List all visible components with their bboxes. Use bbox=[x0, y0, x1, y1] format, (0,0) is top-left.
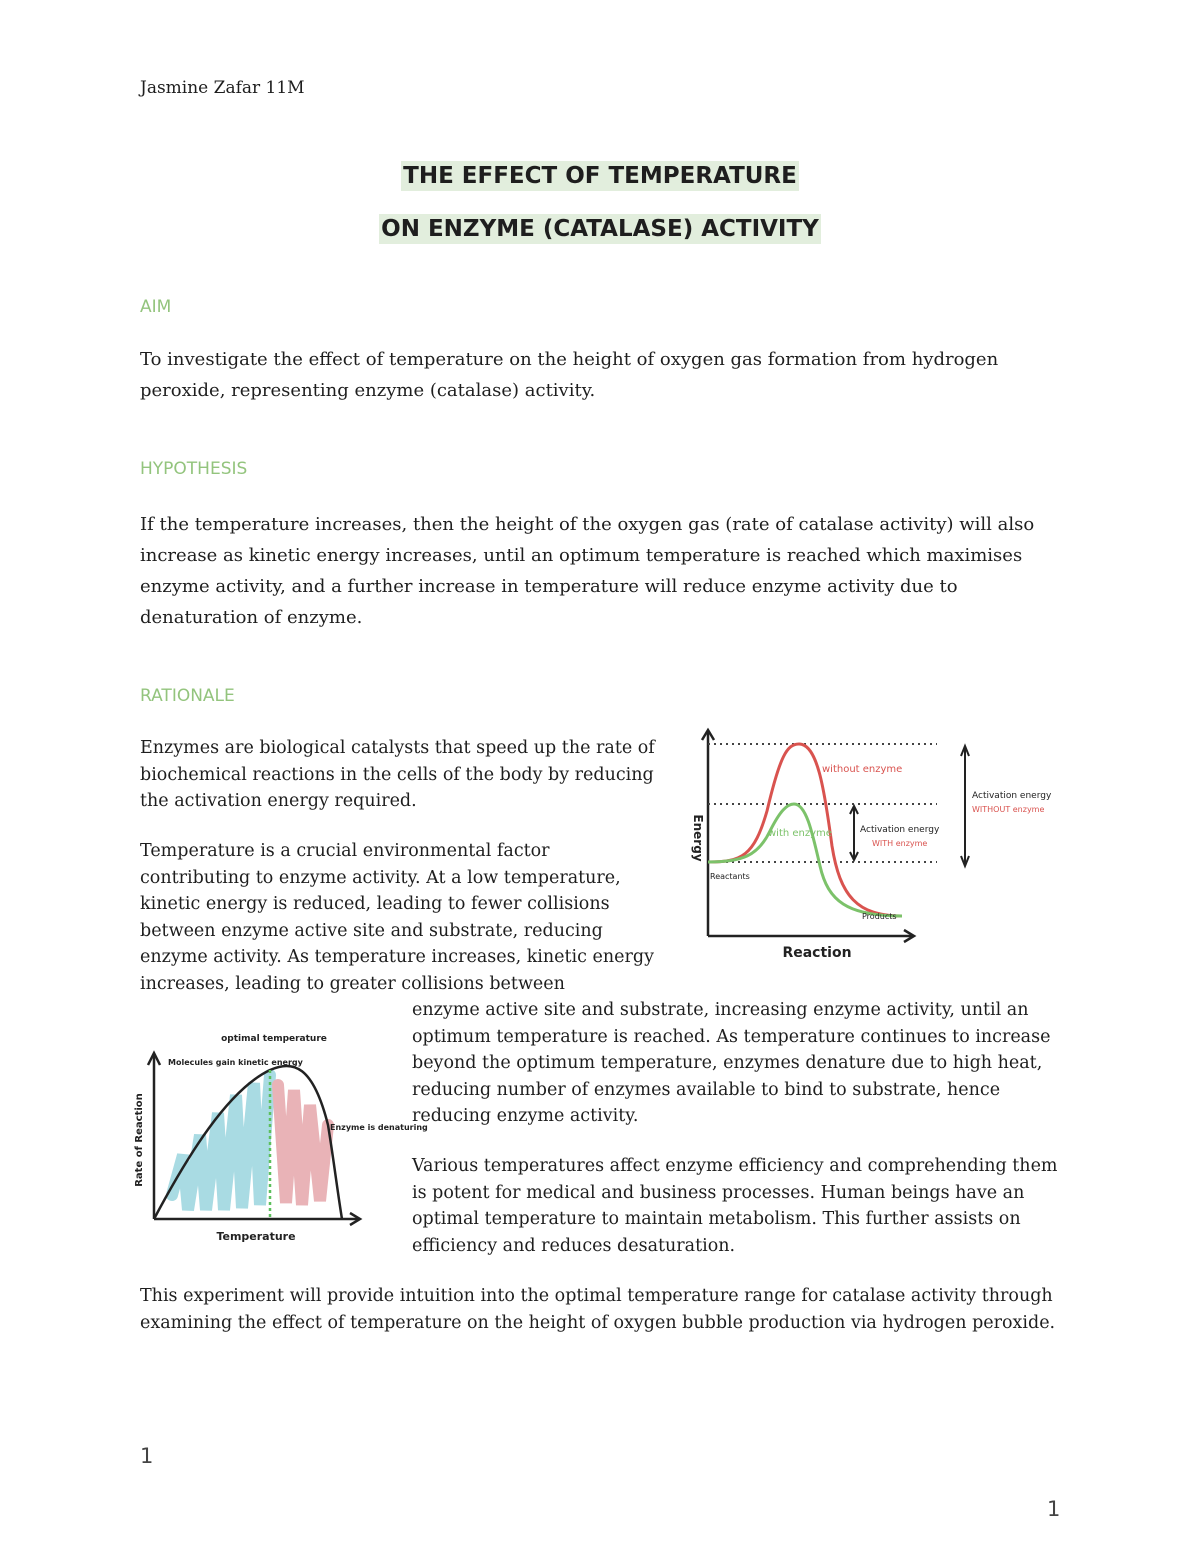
rationale-heading: RATIONALE bbox=[140, 686, 235, 706]
rationale-paragraph-4: This experiment will provide intuition into the optimal temperature range for catalase activity through examining the effect of temperature on the height of oxygen bubble production via hydrogen peroxide. bbox=[140, 1286, 1056, 1333]
energy-diagram bbox=[672, 716, 1072, 966]
activation-without-sublabel: WITHOUT enzyme bbox=[972, 805, 1045, 814]
rising-shading bbox=[172, 1075, 270, 1210]
molecules-label: Molecules gain kinetic energy bbox=[168, 1058, 303, 1067]
page-number-1: 1 bbox=[140, 1444, 154, 1468]
title-line-1: THE EFFECT OF TEMPERATURE bbox=[403, 163, 797, 189]
energy-axis-label: Energy bbox=[691, 814, 705, 862]
rationale-paragraph-2: Temperature is a crucial environmental factor contributing to enzyme activity. At a low temperature, kinetic energy is reduced, leading to fewer collisions between enzyme active site and substrate, reducing enzyme activity. As temperature increases, kinetic energy increases, leading to greater collisions between bbox=[140, 841, 654, 994]
author-name: Jasmine Zafar 11M bbox=[140, 78, 305, 98]
activation-without-label: Activation energy bbox=[972, 791, 1052, 801]
aim-text: To investigate the effect of temperature on the height of oxygen gas formation from hydrogen peroxide, representing enzyme (catalase) activity. bbox=[140, 349, 999, 401]
with-enzyme-label: with enzyme bbox=[768, 828, 832, 839]
title-line-2: ON ENZYME (CATALASE) ACTIVITY bbox=[381, 216, 819, 242]
temperature-axis-label: Temperature bbox=[216, 1230, 296, 1243]
reaction-axis-label: Reaction bbox=[782, 945, 852, 961]
hypothesis-heading: HYPOTHESIS bbox=[140, 459, 248, 479]
hypothesis-text: If the temperature increases, then the height of the oxygen gas (rate of catalase activity) will also increase as kinetic energy increases, until an optimum temperature is reached which maximises enzyme activity, and a further increase in temperature will reduce enzyme activity due to denaturation of enzyme. bbox=[140, 514, 1035, 628]
optimal-temperature-label: optimal temperature bbox=[221, 1034, 327, 1044]
with-enzyme-curve bbox=[708, 804, 902, 916]
activation-with-label: Activation energy bbox=[860, 825, 940, 835]
activation-with-arrow bbox=[850, 806, 858, 860]
products-label: Products bbox=[862, 912, 897, 921]
temperature-diagram bbox=[128, 1025, 428, 1250]
aim-heading: AIM bbox=[140, 297, 172, 317]
activation-with-sublabel: WITH enzyme bbox=[872, 839, 928, 848]
rationale-paragraph-2-continued: enzyme active site and substrate, increasing enzyme activity, until an optimum temperature is reached. As temperature continues to increase beyond the optimum temperature, enzymes denature due to high heat, reducing number of enzymes available to bind to substrate, hence reducing enzyme activity. bbox=[412, 1000, 1051, 1126]
reactants-label: Reactants bbox=[710, 872, 750, 881]
denaturing-label: Enzyme is denaturing bbox=[330, 1123, 428, 1132]
without-enzyme-label: without enzyme bbox=[822, 764, 903, 775]
rate-axis-label: Rate of Reaction bbox=[134, 1093, 145, 1187]
rationale-paragraph-3: Various temperatures affect enzyme efficiency and comprehending them is potent for medical and business processes. Human beings have an optimal temperature to maintain metabolism. This further assists on efficiency and reduces desaturation. bbox=[412, 1156, 1058, 1256]
rationale-paragraph-1: Enzymes are biological catalysts that speed up the rate of biochemical reactions in the cells of the body by reducing the activation energy required. bbox=[140, 738, 655, 811]
page-number-2: 1 bbox=[1047, 1497, 1061, 1521]
activation-without-arrow bbox=[961, 746, 969, 866]
